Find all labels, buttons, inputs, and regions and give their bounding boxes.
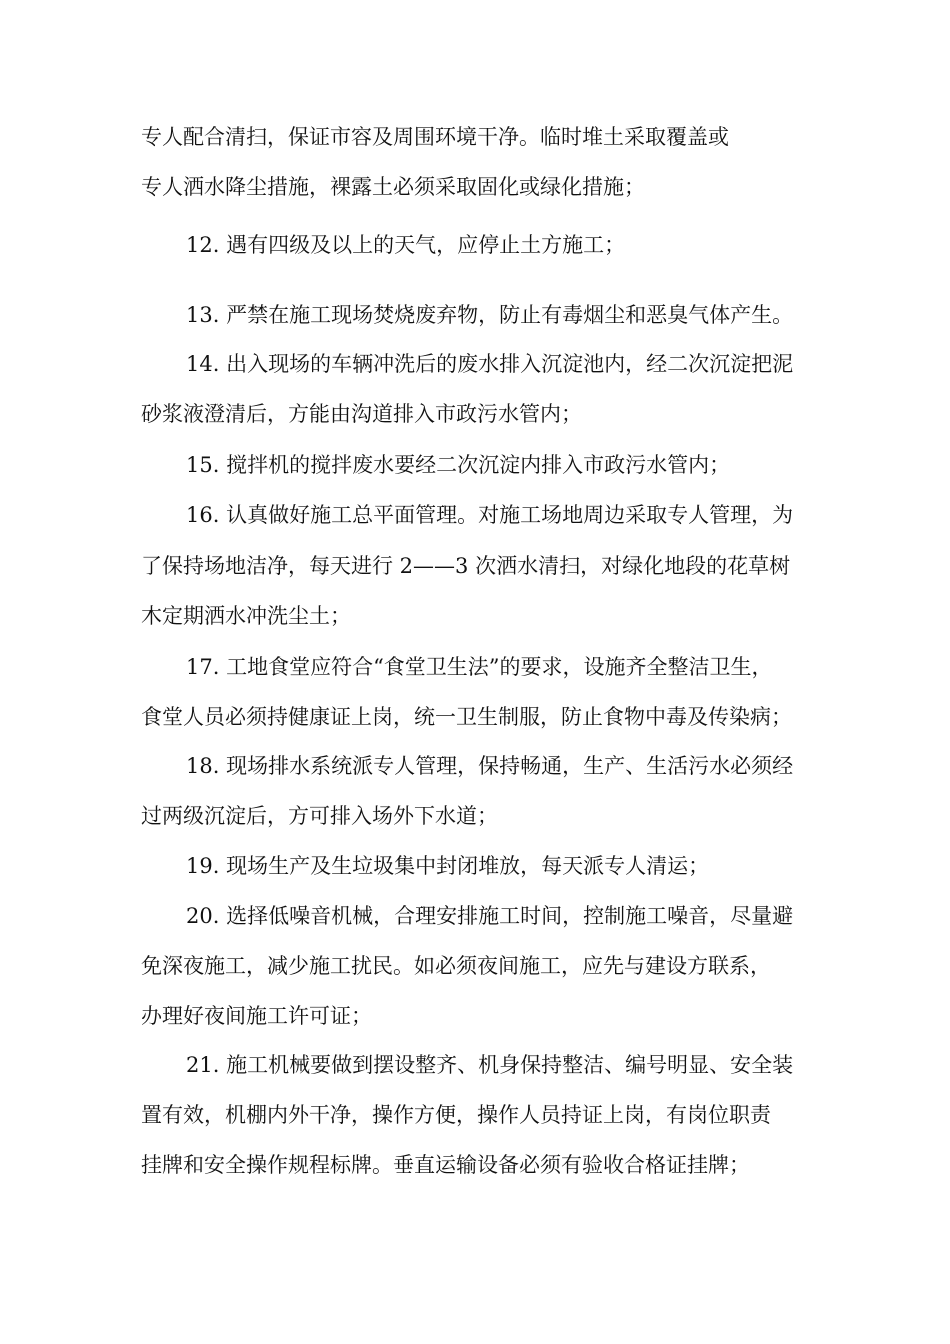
- list-item-16: 16. 认真做好施工总平面管理。对施工场地周边采取专人管理，为: [186, 503, 794, 527]
- list-item-12: 12. 遇有四级及以上的天气，应停止土方施工；: [186, 233, 626, 257]
- list-item-15: 15. 搅拌机的搅拌废水要经二次沉淀内排入市政污水管内；: [186, 453, 731, 477]
- text-line: 专人洒水降尘措施，裸露土必须采取固化或绿化措施；: [141, 175, 645, 199]
- text-line: 木定期洒水冲洗尘土；: [141, 604, 351, 628]
- text-line: 了保持场地洁净，每天进行 2——3 次洒水清扫，对绿化地段的花草树: [141, 554, 791, 578]
- list-item-19: 19. 现场生产及生垃圾集中封闭堆放，每天派专人清运；: [186, 854, 710, 878]
- text-line: 办理好夜间施工许可证；: [141, 1004, 372, 1028]
- text-line: 砂浆液澄清后，方能由沟道排入市政污水管内；: [141, 402, 582, 426]
- text-line: 食堂人员必须持健康证上岗，统一卫生制服，防止食物中毒及传染病；: [141, 705, 792, 729]
- text-line: 过两级沉淀后，方可排入场外下水道；: [141, 804, 498, 828]
- text-line: 挂牌和安全操作规程标牌。垂直运输设备必须有验收合格证挂牌；: [141, 1153, 750, 1177]
- text-line: 置有效，机棚内外干净，操作方便，操作人员持证上岗，有岗位职责: [141, 1103, 771, 1127]
- list-item-20: 20. 选择低噪音机械，合理安排施工时间，控制施工噪音，尽量避: [186, 904, 794, 928]
- text-line: 专人配合清扫，保证市容及周围环境干净。临时堆土采取覆盖或: [141, 125, 729, 149]
- list-item-18: 18. 现场排水系统派专人管理，保持畅通，生产、生活污水必须经: [186, 754, 794, 778]
- list-item-13: 13. 严禁在施工现场焚烧废弃物，防止有毒烟尘和恶臭气体产生。: [186, 303, 794, 327]
- list-item-14: 14. 出入现场的车辆冲洗后的废水排入沉淀池内，经二次沉淀把泥: [186, 352, 794, 376]
- list-item-17: 17. 工地食堂应符合“食堂卫生法”的要求，设施齐全整洁卫生，: [186, 655, 773, 679]
- text-line: 免深夜施工，减少施工扰民。如必须夜间施工，应先与建设方联系，: [141, 954, 771, 978]
- list-item-21: 21. 施工机械要做到摆设整齐、机身保持整洁、编号明显、安全装: [186, 1053, 794, 1077]
